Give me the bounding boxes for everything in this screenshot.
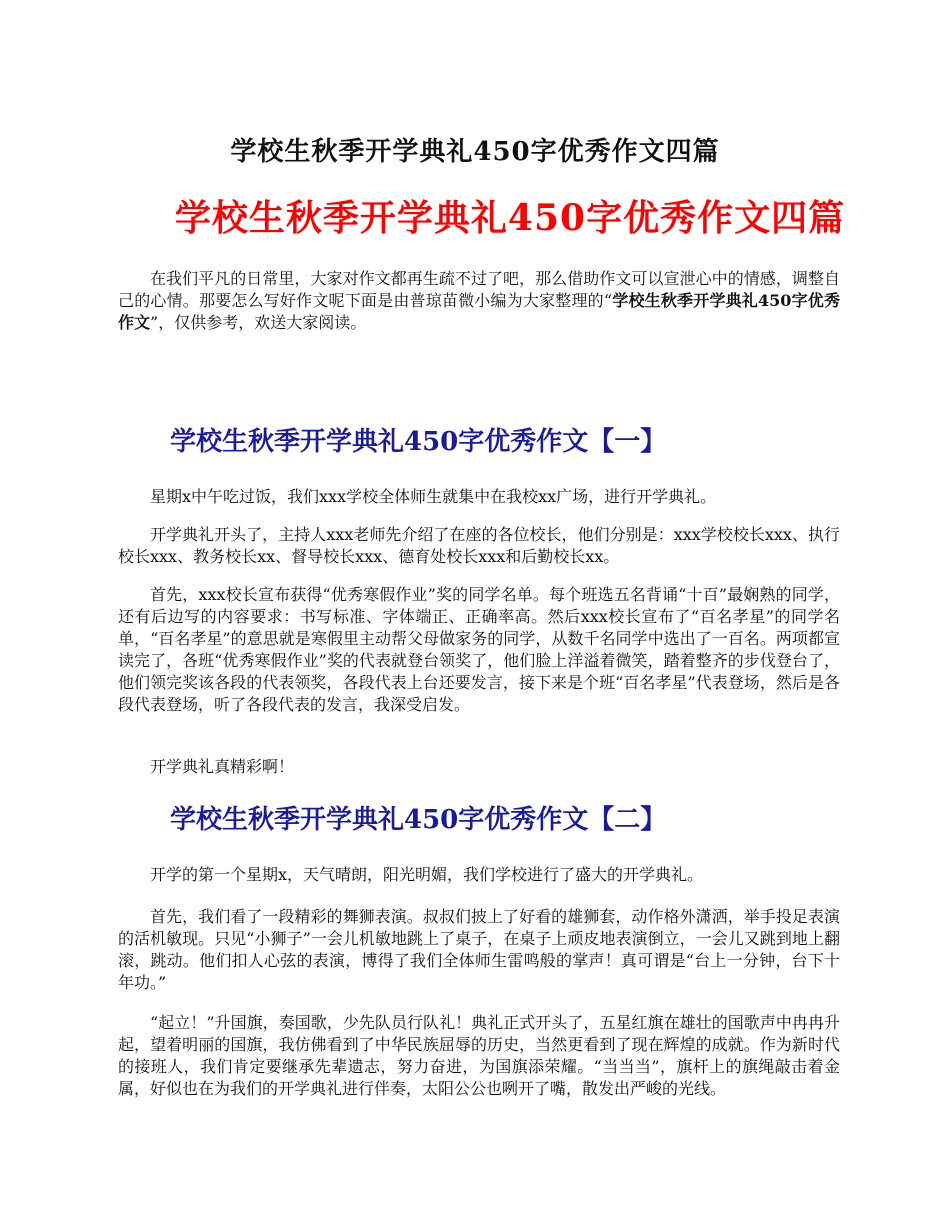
section-2-paragraph-2: 首先，我们看了一段精彩的舞狮表演。叔叔们披上了好看的雄狮套，动作格外潇洒，举手投足表演的活机敏现。只见“小狮子”一会儿机敏地跳上了桌子，在桌子上顽皮地表演倒立，一会儿又跳到地上翻滚，跳动。他们扣人心弦的表演，博得了我们全体师生雷鸣般的掌声！真可谓是“台上一分钟，台下十年功。” (118, 907, 840, 992)
section-1-paragraph-2: 开学典礼开头了，主持人xxx老师先介绍了在座的各位校长，他们分别是：xxx学校校长xxx、执行校长xxx、教务校长xx、督导校长xxx、德育处校长xxx和后勤校长xx。 (118, 525, 840, 566)
section-2-paragraph-3: “起立！”升国旗，奏国歌，少先队员行队礼！典礼正式开头了，五星红旗在雄壮的国歌声中冉冉升起，望着明丽的国旗，我仿佛看到了中华民族屈辱的历史，当然更看到了现在辉煌的成就。作为新时代的接班人，我们肯定要继承先辈遗志，努力奋进，为国旗添荣耀。“当当当”，旗杆上的旗绳敲击着金属，好似也在为我们的开学典礼进行伴奏，太阳公公也咧开了嘴，散发出严峻的光线。 (118, 1013, 840, 1098)
intro-bold-title: 学校生秋季开学典礼450字优秀作文 (118, 291, 840, 332)
section-1-paragraph-4: 开学典礼真精彩啊！ (150, 757, 295, 776)
intro-text-2: ”，仅供参考，欢送大家阅读。 (150, 313, 367, 332)
section-1-heading: 学校生秋季开学典礼450字优秀作文【一】 (170, 427, 667, 457)
section-2-paragraph-1: 开学的第一个星期x，天气晴朗，阳光明媚，我们学校进行了盛大的开学典礼。 (150, 865, 704, 884)
document-title: 学校生秋季开学典礼450字优秀作文四篇 (230, 137, 720, 167)
document-title-red: 学校生秋季开学典礼450字优秀作文四篇 (174, 197, 846, 239)
section-2-heading: 学校生秋季开学典礼450字优秀作文【二】 (170, 805, 667, 835)
intro-text-1: 在我们平凡的日常里，大家对作文都再生疏不过了吧，那么借助作文可以宣泄心中的情感，调整自己的心情。那要怎么写好作文呢下面是由普琼苗微小编为大家整理的“ (118, 269, 840, 310)
section-1-paragraph-1: 星期x中午吃过饭，我们xxx学校全体师生就集中在我校xx广场，进行开学典礼。 (150, 487, 717, 506)
section-1-paragraph-3: 首先，xxx校长宣布获得“优秀寒假作业”奖的同学名单。每个班选五名背诵“十百”最娴熟的同学，还有后边写的内容要求：书写标准、字体端正、正确率高。然后xxx校长宣布了“百名孝星”的同学名单，“百名孝星”的意思就是寒假里主动帮父母做家务的同学，从数千名同学中选出了一百名。两项都宣读完了，各班“优秀寒假作业”奖的代表就登台领奖了，他们脸上洋溢着微笑，踏着整齐的步伐登台了，他们领完奖该各段的代表领奖，各段代表上台还要发言，接下来是个班“百名孝星”代表登场，然后是各段代表登场，听了各段代表的发言，我深受启发。 (118, 585, 840, 714)
intro-paragraph (118, 268, 840, 334)
